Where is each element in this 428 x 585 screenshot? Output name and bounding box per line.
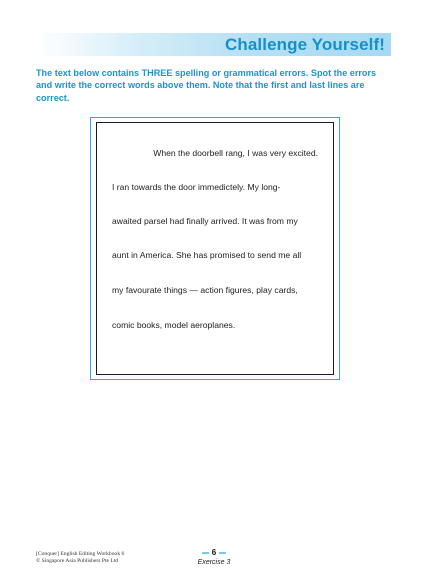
page-number	[196, 548, 232, 557]
passage-line-5: my favourate things — action figures, play cards,	[112, 285, 298, 295]
passage-line-6: comic books, model aeroplanes.	[112, 320, 236, 330]
page-title: Challenge Yourself!	[225, 35, 385, 54]
publisher-credit	[36, 551, 124, 565]
header-banner	[36, 33, 391, 56]
passage-line-1: When the doorbell rang, I was very excited.	[153, 148, 318, 158]
exercise-label: Exercise 3	[197, 559, 231, 566]
passage-line-4: aunt in America. She has promised to send me all	[112, 250, 302, 260]
instructions-text: The text below contains THREE spelling or grammatical errors. Spot the errors and write the correct words above them. Note that the first and last lines are correct.	[36, 68, 377, 103]
copyright-line: © Singapore Asia Publishers Pte Ltd	[36, 558, 119, 564]
passage-line-3: awaited parsel had finally arrived. It was from my	[112, 216, 298, 226]
workbook-title: [Conquer] English Editing Workbook 6	[36, 551, 125, 557]
page-number-value: 6	[211, 548, 217, 557]
passage-line-2: I ran towards the door immedictely. My long-	[112, 182, 281, 192]
